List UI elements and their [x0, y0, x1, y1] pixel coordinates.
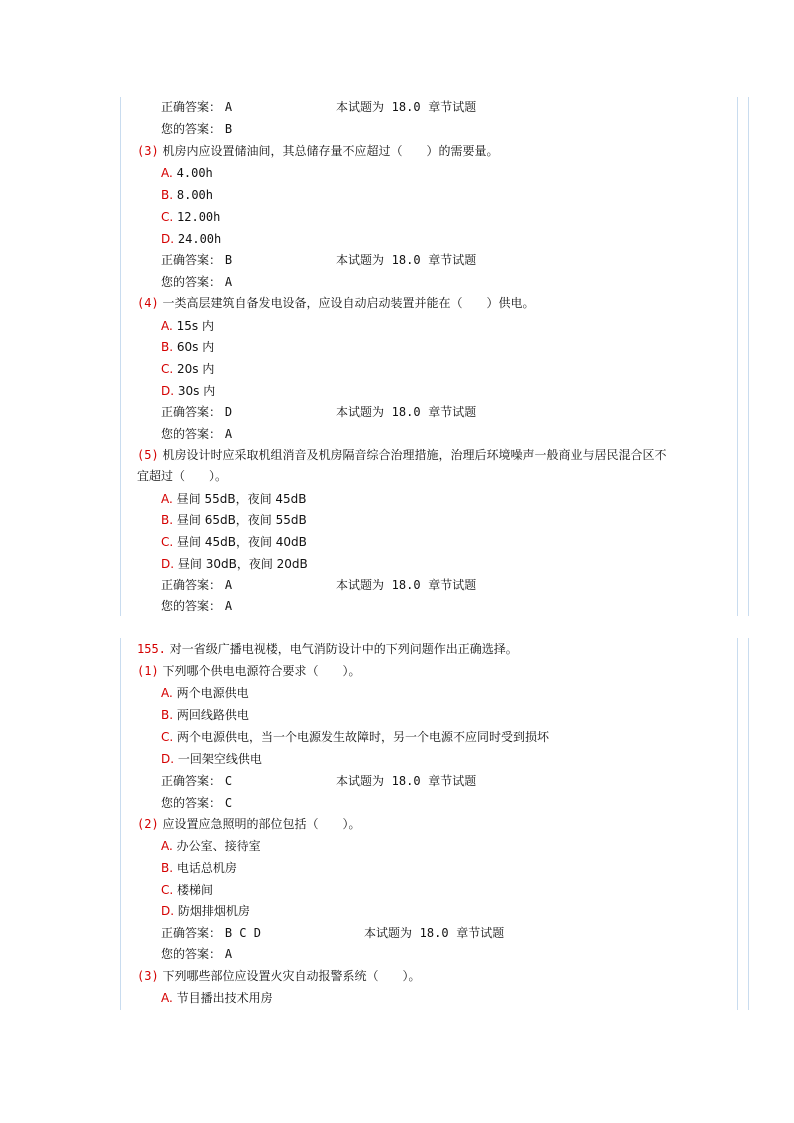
- option-b[interactable]: B. 8.00h: [161, 188, 213, 202]
- option-d[interactable]: D. 昼间 30dB，夜间 20dB: [161, 557, 308, 571]
- option-c[interactable]: C. 20s 内: [161, 362, 215, 376]
- option-a[interactable]: A. 节目播出技术用房: [161, 991, 273, 1005]
- option-d[interactable]: D. 一回架空线供电: [161, 752, 262, 766]
- question-3: (3) 下列哪些部位应设置火灾自动报警系统（ ）。: [137, 969, 421, 983]
- option-a[interactable]: A. 15s 内: [161, 319, 214, 333]
- option-c[interactable]: C. 昼间 45dB，夜间 40dB: [161, 535, 307, 549]
- score-info: 本试题为 18.0 章节试题: [364, 926, 505, 940]
- option-b[interactable]: B. 60s 内: [161, 340, 215, 354]
- correct-answer-row: 正确答案： B: [161, 253, 233, 267]
- question-3: (3) 机房内应设置储油间，其总储存量不应超过（ ）的需要量。: [137, 144, 499, 158]
- option-a[interactable]: A. 两个电源供电: [161, 686, 249, 700]
- option-a[interactable]: A. 昼间 55dB，夜间 45dB: [161, 492, 307, 506]
- your-answer-row: 您的答案： A: [161, 275, 233, 289]
- question-1: (1) 下列哪个供电电源符合要求（ ）。: [137, 664, 361, 678]
- score-info: 本试题为 18.0 章节试题: [336, 578, 477, 592]
- option-c[interactable]: C. 两个电源供电，当一个电源发生故障时，另一个电源不应同时受到损坏: [161, 730, 550, 744]
- option-a[interactable]: A. 办公室、接待室: [161, 839, 261, 853]
- option-a[interactable]: A. 4.00h: [161, 166, 213, 180]
- your-answer-row: 您的答案： C: [161, 796, 233, 810]
- question-5: (5) 机房设计时应采取机组消音及机房隔音综合治理措施，治理后环境噪声一般商业与居民混合区不: [137, 448, 667, 462]
- your-answer-row: 您的答案： B: [161, 122, 233, 136]
- your-answer-row: 您的答案： A: [161, 427, 233, 441]
- option-d[interactable]: D. 30s 内: [161, 384, 216, 398]
- correct-answer-row: 正确答案： B C D: [161, 926, 261, 940]
- question-5-continued: 宜超过（ ）。: [137, 469, 228, 483]
- option-d[interactable]: D. 防烟排烟机房: [161, 904, 250, 918]
- option-b[interactable]: B. 电话总机房: [161, 861, 237, 875]
- your-answer-row: 您的答案： A: [161, 599, 233, 613]
- correct-answer-row: 正确答案： C: [161, 774, 233, 788]
- score-info: 本试题为 18.0 章节试题: [336, 100, 477, 114]
- your-answer-row: 您的答案： A: [161, 947, 233, 961]
- question-4: (4) 一类高层建筑自备发电设备，应设自动启动装置并能在（ ）供电。: [137, 296, 535, 310]
- option-c[interactable]: C. 12.00h: [161, 210, 221, 224]
- block-2-outer-border: [748, 638, 749, 1010]
- question-155-title: 155. 对一省级广播电视楼，电气消防设计中的下列问题作出正确选择。: [137, 642, 518, 656]
- score-info: 本试题为 18.0 章节试题: [336, 405, 477, 419]
- correct-answer-row: 正确答案： A: [161, 578, 233, 592]
- option-d[interactable]: D. 24.00h: [161, 232, 222, 246]
- option-b[interactable]: B. 两回线路供电: [161, 708, 249, 722]
- block-1-outer-border: [748, 97, 749, 616]
- score-info: 本试题为 18.0 章节试题: [336, 253, 477, 267]
- option-c[interactable]: C. 楼梯间: [161, 883, 214, 897]
- option-b[interactable]: B. 昼间 65dB，夜间 55dB: [161, 513, 307, 527]
- correct-answer-row: 正确答案： D: [161, 405, 233, 419]
- score-info: 本试题为 18.0 章节试题: [336, 774, 477, 788]
- question-2: (2) 应设置应急照明的部位包括（ ）。: [137, 817, 361, 831]
- correct-answer-row: 正确答案： A: [161, 100, 233, 114]
